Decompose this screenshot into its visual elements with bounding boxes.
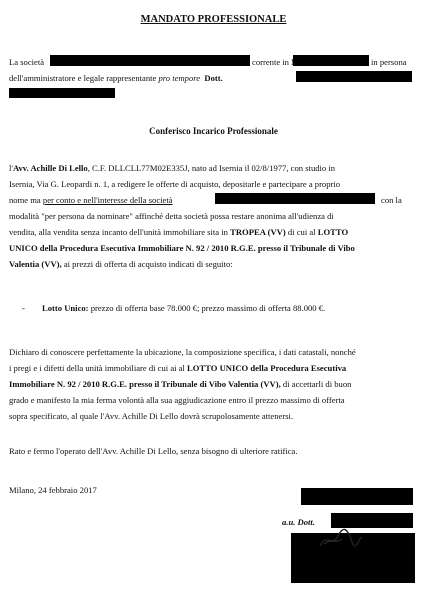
redacted-company-interest <box>215 193 375 204</box>
list-item-lotto-unico: Lotto Unico: prezzo di offerta base 78.000 €; prezzo massimo di offerta 88.000 €. <box>42 303 326 313</box>
signature-label: a.u. Dott. <box>282 517 315 527</box>
body1-line-2: Isernia, Via G. Leopardi n. 1, a redigere le offerte di acquisto, depositarle e partecipare a proprio <box>9 179 341 189</box>
body1-line-7: Valentia (VV), ai prezzi di offerta di acquisto indicati di seguito: <box>9 259 233 269</box>
body1-line-5: vendita, alla vendita senza incanto dell'unità immobiliare sita in TROPEA (VV) di cui al LOTTO <box>9 227 349 237</box>
body1-line-6: UNICO della Procedura Esecutiva Immobiliare N. 92 / 2010 R.G.E. presso il Tribunale di Vibo <box>9 243 355 253</box>
intro-line-1b: corrente in <box>252 57 292 67</box>
body2-line-1: Dichiaro di conoscere perfettamente la ubicazione, la composizione specifica, i dati catastali, nonché <box>9 347 356 357</box>
body2-line-2: i pregi e i difetti della unità immobiliare di cui ai al LOTTO UNICO della Procedura Esecutiva <box>9 363 347 373</box>
section-heading: Conferisco Incarico Professionale <box>149 126 278 136</box>
document-title: MANDATO PROFESSIONALE <box>140 14 287 25</box>
intro-line-1: La società <box>9 57 45 67</box>
intro-line-1c: in persona <box>371 57 407 67</box>
place-date: Milano, 24 febbraio 2017 <box>9 485 97 495</box>
body1-line-4: modalità "per persona da nominare" affinché detta società possa restare anonima all'udienza di <box>9 211 334 221</box>
redacted-signatory-name <box>331 513 413 528</box>
body1-line-1: l'Avv. Achille Di Lello, C.F. DLLCLL77M02E335J, nato ad Isernia il 02/8/1977, con studio in <box>9 163 336 173</box>
redacted-address <box>293 55 369 66</box>
body2-line-5: sopra specificato, al quale l'Avv. Achille Di Lello dovrà scrupolosamente attenersi. <box>9 411 294 421</box>
body2-line-4: grado e manifesto la mia ferma volontà alla sua aggiudicazione entro il prezzo massimo di offerta <box>9 395 345 405</box>
intro-line-2: dell'amministratore e legale rappresentante pro tempore Dott. <box>9 73 223 83</box>
list-bullet: - <box>22 303 25 313</box>
body2-line-3: Immobiliare N. 92 / 2010 R.G.E. presso il Tribunale di Vibo Valentia (VV), di accettarli di buon <box>9 379 352 389</box>
redacted-representative-name <box>296 71 412 82</box>
signature-scribble <box>318 528 364 550</box>
redacted-representative-continued <box>9 88 115 98</box>
body1-line-3: nome ma per conto e nell'interesse della società <box>9 195 173 205</box>
redacted-company-name <box>50 55 250 66</box>
ratification-text: Rato e fermo l'operato dell'Avv. Achille Di Lello, senza bisogno di ulteriore ratifica. <box>9 446 298 456</box>
body1-line-3b: con la <box>381 195 402 205</box>
redacted-signatory-name-top <box>301 488 413 505</box>
